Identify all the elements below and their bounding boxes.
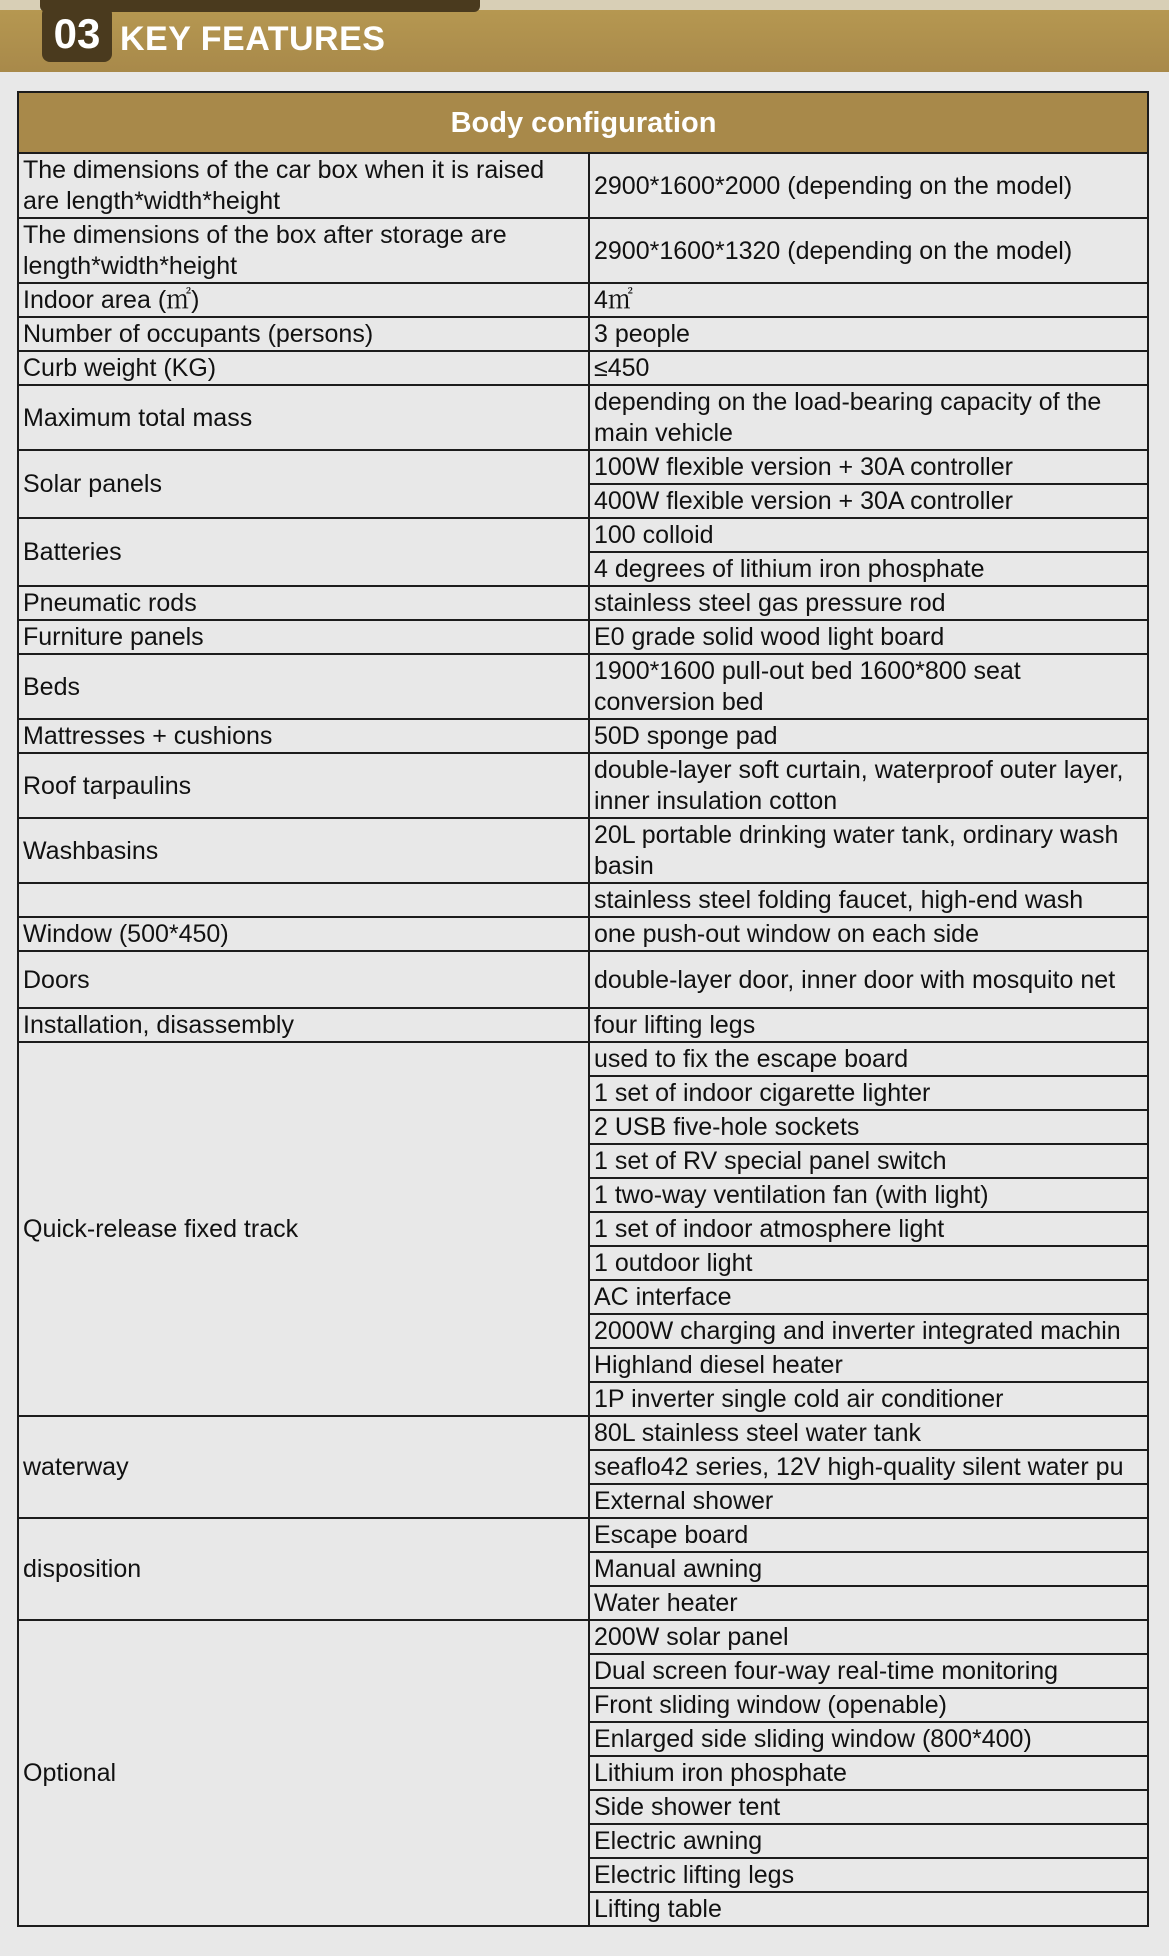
spec-label: Window (500*450) xyxy=(18,917,589,951)
spec-value: 2900*1600*1320 (depending on the model) xyxy=(589,218,1148,283)
spec-value: one push-out window on each side xyxy=(589,917,1148,951)
spec-value: Manual awning xyxy=(589,1552,1148,1586)
table-row xyxy=(18,518,1148,552)
spec-label: Batteries xyxy=(18,518,589,586)
table-title: Body configuration xyxy=(18,92,1148,153)
spec-label: Maximum total mass xyxy=(18,385,589,450)
table-row xyxy=(18,586,1148,620)
spec-table-body xyxy=(18,153,1148,1926)
table-row xyxy=(18,450,1148,484)
table-row xyxy=(18,317,1148,351)
table-row xyxy=(18,1042,1148,1076)
spec-label: The dimensions of the box after storage are length*width*height xyxy=(18,218,589,283)
spec-value: Electric lifting legs xyxy=(589,1858,1148,1892)
table-title-row xyxy=(18,92,1148,153)
table-row xyxy=(18,883,1148,917)
spec-value: AC interface xyxy=(589,1280,1148,1314)
spec-value: 1P inverter single cold air conditioner xyxy=(589,1382,1148,1416)
spec-label: Solar panels xyxy=(18,450,589,518)
spec-label: Doors xyxy=(18,951,589,1008)
spec-value: E0 grade solid wood light board xyxy=(589,620,1148,654)
spec-label: Indoor area (㎡) xyxy=(18,283,589,317)
spec-value: 80L stainless steel water tank xyxy=(589,1416,1148,1450)
spec-label: Pneumatic rods xyxy=(18,586,589,620)
table-row xyxy=(18,951,1148,1008)
spec-value: four lifting legs xyxy=(589,1008,1148,1042)
table-row xyxy=(18,283,1148,317)
spec-value: 1900*1600 pull-out bed 1600*800 seat conversion bed xyxy=(589,654,1148,719)
spec-value: 1 set of indoor cigarette lighter xyxy=(589,1076,1148,1110)
spec-value: seaflo42 series, 12V high-quality silent water pu xyxy=(589,1450,1148,1484)
spec-value: Enlarged side sliding window (800*400) xyxy=(589,1722,1148,1756)
table-row xyxy=(18,1518,1148,1552)
table-row xyxy=(18,818,1148,883)
spec-label: Washbasins xyxy=(18,818,589,883)
spec-value: Dual screen four-way real-time monitoring xyxy=(589,1654,1148,1688)
table-row xyxy=(18,218,1148,283)
spec-label: Mattresses + cushions xyxy=(18,719,589,753)
spec-value: 100W flexible version + 30A controller xyxy=(589,450,1148,484)
table-row xyxy=(18,719,1148,753)
table-row xyxy=(18,1416,1148,1450)
table-row xyxy=(18,1620,1148,1654)
spec-value: Lifting table xyxy=(589,1892,1148,1926)
spec-value: 200W solar panel xyxy=(589,1620,1148,1654)
spec-value: Water heater xyxy=(589,1586,1148,1620)
spec-value: 1 set of RV special panel switch xyxy=(589,1144,1148,1178)
spec-label: Number of occupants (persons) xyxy=(18,317,589,351)
spec-value: Escape board xyxy=(589,1518,1148,1552)
table-row xyxy=(18,753,1148,818)
spec-value: double-layer soft curtain, waterproof outer layer, inner insulation cotton xyxy=(589,753,1148,818)
spec-value: ≤450 xyxy=(589,351,1148,385)
spec-label: Optional xyxy=(18,1620,589,1926)
spec-value: 3 people xyxy=(589,317,1148,351)
spec-value: 2900*1600*2000 (depending on the model) xyxy=(589,153,1148,218)
table-row xyxy=(18,1008,1148,1042)
spec-value: External shower xyxy=(589,1484,1148,1518)
spec-value: 2000W charging and inverter integrated machin xyxy=(589,1314,1148,1348)
table-row xyxy=(18,620,1148,654)
spec-value: 2 USB five-hole sockets xyxy=(589,1110,1148,1144)
spec-value: stainless steel gas pressure rod xyxy=(589,586,1148,620)
spec-value: Electric awning xyxy=(589,1824,1148,1858)
spec-label: Curb weight (KG) xyxy=(18,351,589,385)
table-row xyxy=(18,351,1148,385)
spec-label: waterway xyxy=(18,1416,589,1518)
spec-label: Beds xyxy=(18,654,589,719)
table-row xyxy=(18,917,1148,951)
spec-label: Quick-release fixed track xyxy=(18,1042,589,1416)
spec-value: Front sliding window (openable) xyxy=(589,1688,1148,1722)
spec-value: 100 colloid xyxy=(589,518,1148,552)
spec-value: used to fix the escape board xyxy=(589,1042,1148,1076)
spec-value: stainless steel folding faucet, high-end wash xyxy=(589,883,1148,917)
spec-value: Side shower tent xyxy=(589,1790,1148,1824)
spec-label: disposition xyxy=(18,1518,589,1620)
spec-label: The dimensions of the car box when it is raised are length*width*height xyxy=(18,153,589,218)
spec-value: 1 set of indoor atmosphere light xyxy=(589,1212,1148,1246)
spec-label xyxy=(18,883,589,917)
table-row xyxy=(18,385,1148,450)
table-row xyxy=(18,654,1148,719)
spec-value: 4 degrees of lithium iron phosphate xyxy=(589,552,1148,586)
spec-value: 20L portable drinking water tank, ordinary wash basin xyxy=(589,818,1148,883)
spec-value: 50D sponge pad xyxy=(589,719,1148,753)
spec-label: Furniture panels xyxy=(18,620,589,654)
spec-label: Installation, disassembly xyxy=(18,1008,589,1042)
spec-value: depending on the load-bearing capacity of the main vehicle xyxy=(589,385,1148,450)
section-title: KEY FEATURES xyxy=(120,20,386,58)
spec-value: 1 outdoor light xyxy=(589,1246,1148,1280)
spec-value: 400W flexible version + 30A controller xyxy=(589,484,1148,518)
spec-value: Highland diesel heater xyxy=(589,1348,1148,1382)
spec-value: Lithium iron phosphate xyxy=(589,1756,1148,1790)
spec-label: Roof tarpaulins xyxy=(18,753,589,818)
spec-value: double-layer door, inner door with mosquito net xyxy=(589,951,1148,1008)
spec-table xyxy=(17,91,1149,1927)
section-number-badge: 03 xyxy=(42,6,112,62)
spec-value: 1 two-way ventilation fan (with light) xyxy=(589,1178,1148,1212)
table-row xyxy=(18,153,1148,218)
spec-value: 4㎡ xyxy=(589,283,1148,317)
